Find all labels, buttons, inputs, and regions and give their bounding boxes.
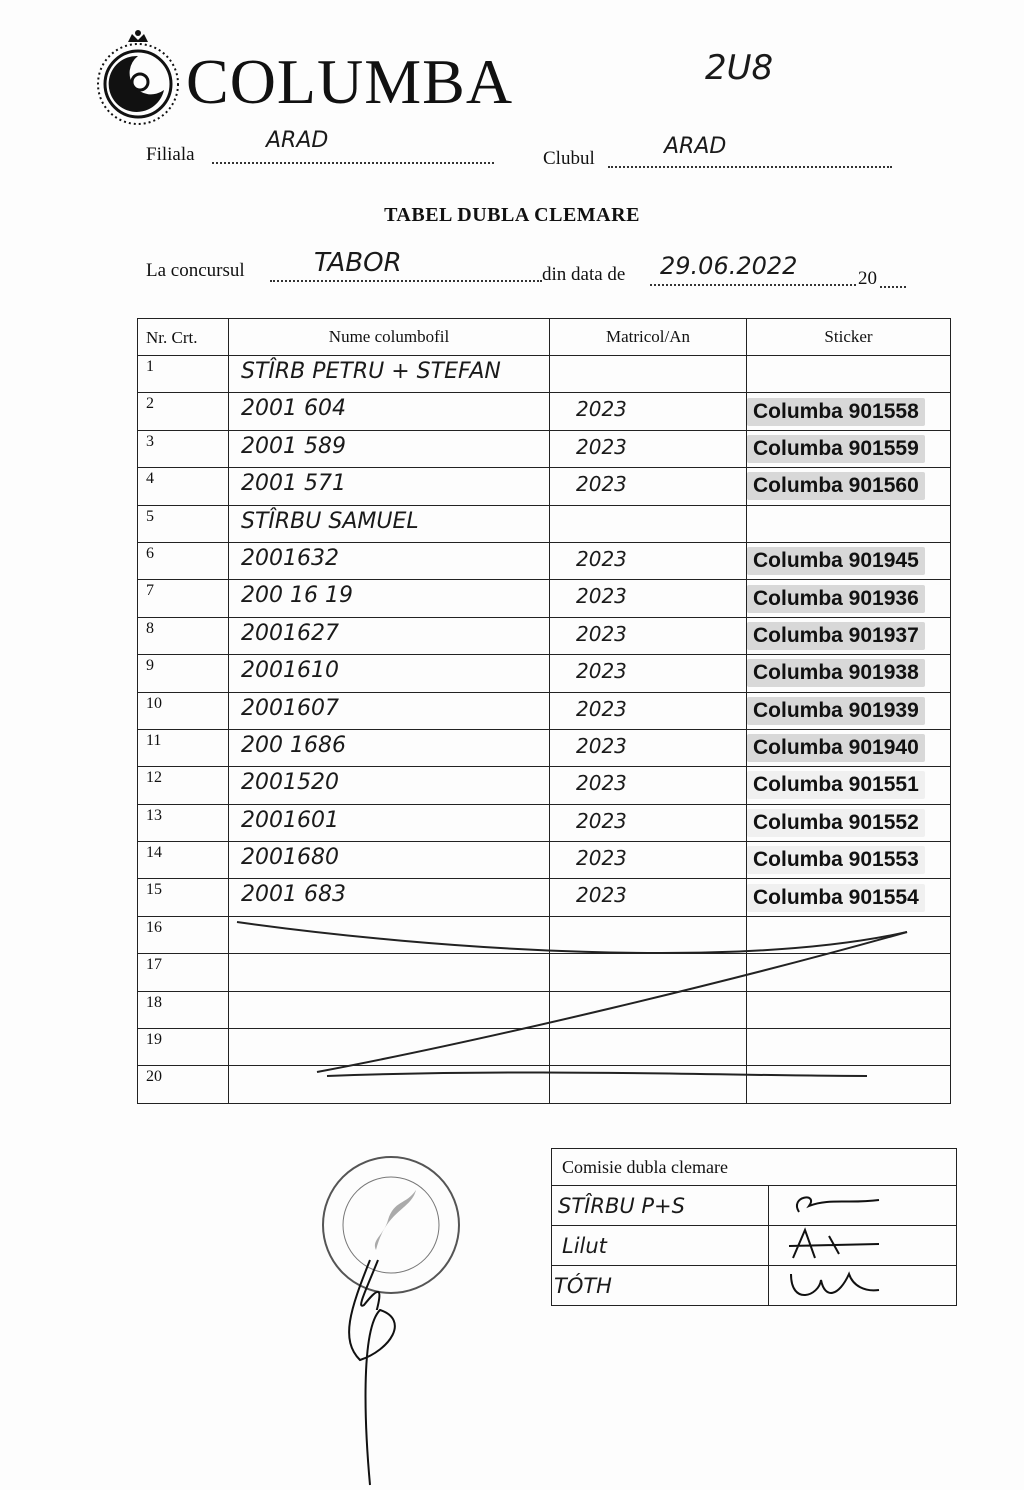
- table-row: [138, 580, 951, 617]
- document-title: TABEL DUBLA CLEMARE: [384, 204, 640, 226]
- sticker-label: Columba 901937: [747, 622, 925, 650]
- sticker-label: Columba 901559: [747, 435, 925, 463]
- strike-through-lines: [137, 900, 951, 1090]
- row-number: 7: [138, 580, 229, 617]
- clubul-value: ARAD: [664, 134, 727, 159]
- row-sticker: [747, 692, 951, 729]
- row-name: 200 1686: [229, 729, 550, 766]
- row-name: 2001680: [229, 842, 550, 879]
- signature-cell: [769, 1226, 957, 1266]
- row-number: 10: [138, 692, 229, 729]
- commission-member: STÎRBU P+S: [552, 1186, 769, 1226]
- row-number: 5: [138, 505, 229, 542]
- commission-title: Comisie dubla clemare: [552, 1149, 957, 1186]
- row-year: [550, 356, 747, 393]
- brand-title: COLUMBA: [186, 46, 514, 117]
- row-number: 6: [138, 542, 229, 579]
- row-year: 2023: [550, 655, 747, 692]
- row-number: 1: [138, 356, 229, 393]
- row-name: 2001 571: [229, 468, 550, 505]
- row-number: 19: [138, 1029, 229, 1066]
- row-year: 2023: [550, 729, 747, 766]
- row-number: 20: [138, 1066, 229, 1103]
- sticker-label: Columba 901945: [747, 547, 925, 575]
- row-number: 13: [138, 804, 229, 841]
- clubul-label: Clubul: [543, 148, 595, 169]
- row-name: 2001607: [229, 692, 550, 729]
- table-row: [138, 393, 951, 430]
- row-sticker: [747, 729, 951, 766]
- signature-cell: [769, 1266, 957, 1306]
- header-sticker: Sticker: [747, 319, 951, 356]
- row-number: 12: [138, 767, 229, 804]
- row-number: 2: [138, 393, 229, 430]
- filiala-value: ARAD: [266, 128, 329, 153]
- row-sticker: [747, 580, 951, 617]
- sticker-label: Columba 901938: [747, 659, 925, 687]
- signature-icon: [769, 1226, 889, 1260]
- row-year: 2023: [550, 692, 747, 729]
- row-year: [550, 505, 747, 542]
- row-year: 2023: [550, 767, 747, 804]
- row-number: 3: [138, 430, 229, 467]
- row-sticker: [747, 542, 951, 579]
- signature-icon: [769, 1186, 889, 1220]
- date-label: din data de: [542, 264, 626, 285]
- commission-member: TÓTH: [552, 1266, 769, 1306]
- signature-cell: [769, 1186, 957, 1226]
- row-year: 2023: [550, 842, 747, 879]
- row-year: 2023: [550, 430, 747, 467]
- header-matricol: Matricol/An: [550, 319, 747, 356]
- row-sticker: [747, 468, 951, 505]
- row-number: 18: [138, 991, 229, 1028]
- row-name: 200 16 19: [229, 580, 550, 617]
- row-number: 14: [138, 842, 229, 879]
- table-row: [138, 842, 951, 879]
- sticker-label: Columba 901553: [747, 846, 925, 874]
- row-sticker: [747, 767, 951, 804]
- row-year: 2023: [550, 617, 747, 654]
- row-number: 4: [138, 468, 229, 505]
- filiala-label: Filiala: [146, 144, 195, 165]
- row-name: STÎRBU SAMUEL: [229, 505, 550, 542]
- row-year: 2023: [550, 804, 747, 841]
- row-sticker: [747, 505, 951, 542]
- row-sticker: [747, 356, 951, 393]
- row-name: 2001610: [229, 655, 550, 692]
- concurs-label: La concursul: [146, 260, 245, 281]
- row-year: 2023: [550, 580, 747, 617]
- columba-logo-icon: [94, 28, 182, 128]
- table-row: [138, 655, 951, 692]
- row-number: 8: [138, 617, 229, 654]
- sticker-label: Columba 901554: [747, 884, 925, 912]
- row-year: 2023: [550, 542, 747, 579]
- row-name: 2001520: [229, 767, 550, 804]
- year-suffix: 20: [858, 268, 877, 289]
- header-name: Nume columbofil: [229, 319, 550, 356]
- table-row: [138, 692, 951, 729]
- table-row: [138, 767, 951, 804]
- table-row: [138, 804, 951, 841]
- commission-table: [551, 1148, 957, 1306]
- row-number: 11: [138, 729, 229, 766]
- row-year: 2023: [550, 468, 747, 505]
- header-nr: Nr. Crt.: [138, 319, 229, 356]
- concurs-value: TABOR: [314, 248, 402, 278]
- row-name: 2001 604: [229, 393, 550, 430]
- row-sticker: [747, 617, 951, 654]
- row-number: 9: [138, 655, 229, 692]
- row-name: 2001 683: [229, 879, 550, 916]
- signature-icon: [769, 1266, 889, 1300]
- row-name: 2001627: [229, 617, 550, 654]
- sticker-label: Columba 901940: [747, 734, 925, 762]
- sticker-label: Columba 901552: [747, 809, 925, 837]
- row-name: 2001601: [229, 804, 550, 841]
- table-row: [138, 617, 951, 654]
- table-row: [138, 729, 951, 766]
- commission-member: Lilut: [552, 1226, 769, 1266]
- table-row: [138, 468, 951, 505]
- table-row: [138, 542, 951, 579]
- row-year: 2023: [550, 879, 747, 916]
- table-row: [138, 430, 951, 467]
- row-sticker: [747, 655, 951, 692]
- row-sticker: [747, 842, 951, 879]
- row-number: 15: [138, 879, 229, 916]
- table-header-row: [138, 319, 951, 356]
- row-number: 17: [138, 954, 229, 991]
- row-name: STÎRB PETRU + STEFAN: [229, 356, 550, 393]
- row-sticker: [747, 393, 951, 430]
- date-value: 29.06.2022: [660, 252, 798, 280]
- row-number: 16: [138, 916, 229, 953]
- seal-signature-icon: [330, 1250, 430, 1490]
- sticker-label: Columba 901936: [747, 585, 925, 613]
- row-sticker: [747, 430, 951, 467]
- table-row: [138, 356, 951, 393]
- row-year: 2023: [550, 393, 747, 430]
- row-name: 2001 589: [229, 430, 550, 467]
- sticker-label: Columba 901560: [747, 472, 925, 500]
- row-sticker: [747, 804, 951, 841]
- sticker-label: Columba 901558: [747, 398, 925, 426]
- sticker-label: Columba 901939: [747, 697, 925, 725]
- sticker-label: Columba 901551: [747, 771, 925, 799]
- reference-number: 2U8: [705, 48, 774, 88]
- row-name: 2001632: [229, 542, 550, 579]
- table-row: [138, 505, 951, 542]
